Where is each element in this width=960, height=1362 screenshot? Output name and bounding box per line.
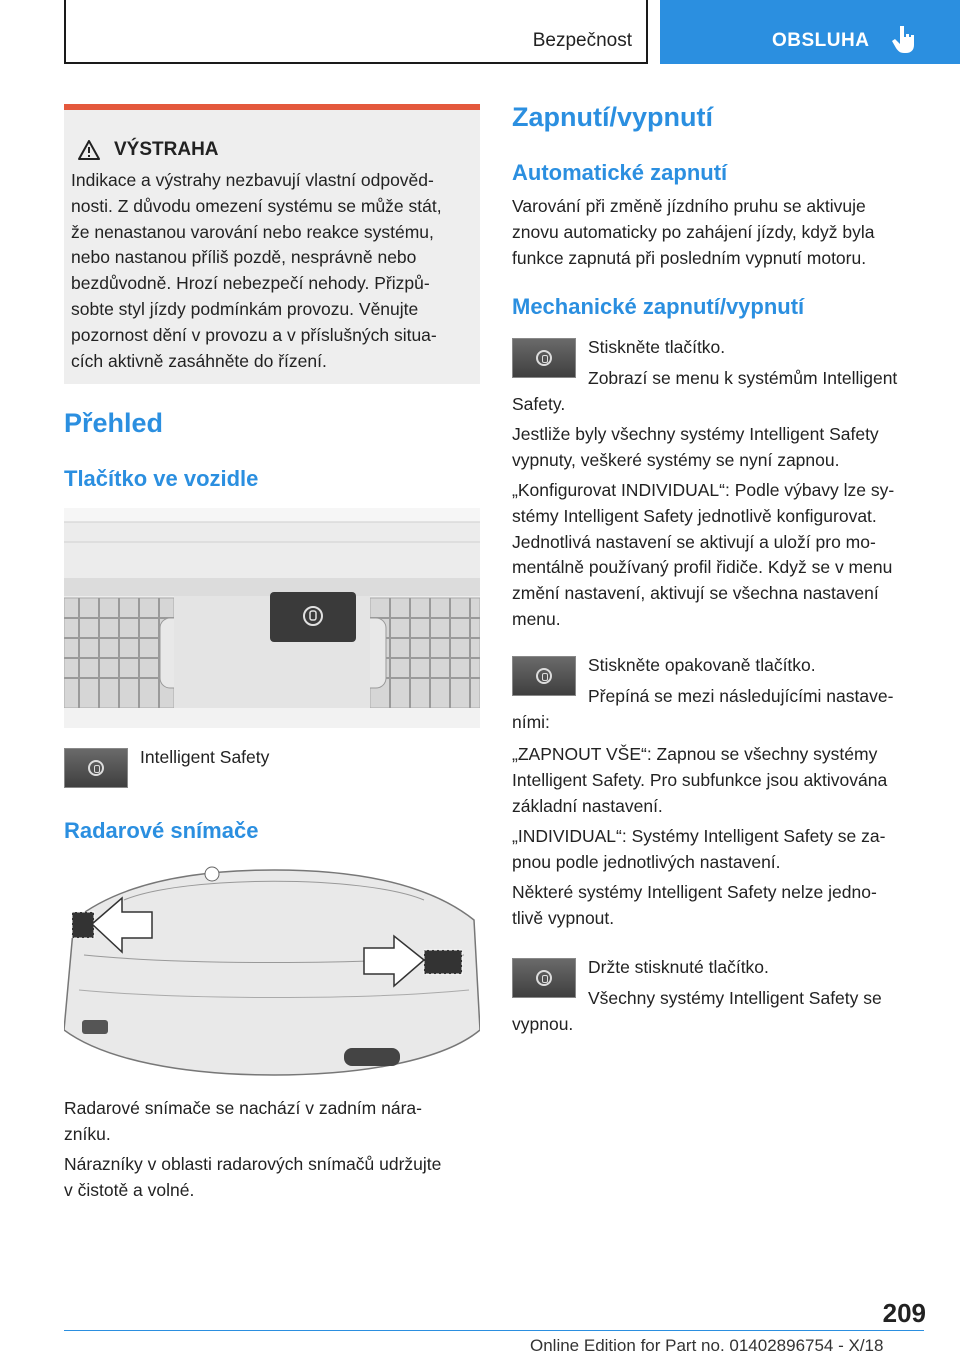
page-number: 209 — [882, 1298, 926, 1328]
text-line: mentálně používaný profil řidiče. Když se v menu — [512, 557, 893, 578]
paragraph-if-off — [512, 422, 928, 474]
text-line: znovu automaticky po zahájení jízdy, když byla — [512, 221, 875, 242]
paragraph-all-on — [512, 742, 928, 819]
text-line: „ZAPNOUT VŠE“: Zapnou se všechny systémy — [512, 744, 878, 764]
text-line: Jednotlivá nastavení se aktivují a uloží pro mo‐ — [512, 531, 876, 552]
text-line: vypnou. — [512, 1013, 574, 1034]
text-line: Radarové snímače se nachází v zadním nára‐ — [64, 1098, 422, 1118]
text-line: Některé systémy Intelligent Safety nelze jedno‐ — [512, 882, 877, 902]
button-caption: Intelligent Safety — [140, 747, 270, 767]
text-line: Nárazníky v oblasti radarových snímačů udržujte — [64, 1154, 442, 1174]
warning-line: nosti. Z důvodu omezení systému se může stát, — [71, 195, 442, 216]
text-line: ními: — [512, 711, 550, 732]
auto-on-paragraph — [512, 194, 928, 271]
text-line: zníku. — [64, 1123, 111, 1144]
intelligent-safety-button-icon — [64, 748, 128, 788]
text-line: tlivě vypnout. — [512, 907, 615, 928]
text-line: Intelligent Safety. Pro subfunkce jsou aktivována — [512, 769, 888, 790]
subheading-manual-on-off: Mechanické zapnutí/vypnutí — [512, 294, 805, 319]
step1-description — [512, 366, 928, 418]
text-line: „INDIVIDUAL“: Systémy Intelligent Safety se za‐ — [512, 826, 886, 846]
step-press-repeatedly: Stiskněte opakovaně tlačítko. — [588, 655, 816, 675]
warning-text — [71, 168, 477, 374]
header-tab[interactable] — [660, 0, 960, 64]
header-tab-label: OBSLUHA — [772, 30, 870, 51]
step2-description — [512, 684, 928, 736]
section-heading-on-off: Zapnutí/vypnutí — [512, 102, 713, 132]
text-line: základní nastavení. — [512, 795, 663, 816]
text-line: menu. — [512, 608, 561, 629]
step3-description — [512, 986, 928, 1038]
text-line: Varování při změně jízdního pruhu se aktivuje — [512, 196, 866, 216]
text-line: změní nastavení, aktivují se všechna nastavení — [512, 583, 879, 604]
warning-title: VÝSTRAHA — [114, 139, 219, 160]
paragraph-configure — [512, 478, 928, 633]
warning-triangle-icon — [78, 140, 100, 160]
text-line: Všechny systémy Intelligent Safety se — [588, 988, 882, 1008]
paragraph-individual — [512, 824, 928, 876]
text-line: pnou podle jednotlivých nastavení. — [512, 851, 781, 872]
warning-line: bezdůvodně. Hrozí nebezpečí nehody. Přizpů‐ — [71, 273, 430, 294]
rear-bumper-radar-illustration — [64, 860, 480, 1082]
text-line: vypnuty, veškeré systémy se nyní zapnou. — [512, 449, 840, 470]
pointing-hand-icon — [892, 24, 914, 54]
radar-paragraph-1 — [64, 1096, 480, 1148]
section-heading-overview: Přehled — [64, 408, 164, 438]
warning-line: cích aktivně zasáhněte do řízení. — [71, 350, 327, 371]
warning-line: sobte styl jízdy podmínkám provozu. Věnujte — [71, 298, 419, 319]
warning-line: Indikace a výstrahy nezbavují vlastní odpověd‐ — [71, 170, 434, 190]
subheading-radar-sensors: Radarové snímače — [64, 818, 259, 843]
header-section-title: Bezpečnost — [532, 30, 632, 51]
text-line: Jestliže byly všechny systémy Intelligent Safety — [512, 424, 879, 444]
warning-line: pozornost dění v provozu a v příslušných situa‐ — [71, 324, 437, 345]
subheading-auto-on: Automatické zapnutí — [512, 160, 728, 185]
radar-paragraph-2 — [64, 1152, 480, 1204]
warning-box — [64, 104, 480, 384]
header-section-box — [64, 0, 648, 64]
dashboard-button-illustration — [64, 508, 480, 728]
text-line: stémy Intelligent Safety jednotlivě konfigurovat. — [512, 505, 877, 526]
text-line: „Konfigurovat INDIVIDUAL“: Podle výbavy lze sy‐ — [512, 480, 895, 500]
footer-edition: Online Edition for Part no. 01402896754 - X/18 — [530, 1336, 884, 1355]
text-line: funkce zapnutá při posledním vypnutí motoru. — [512, 247, 867, 268]
text-line: Zobrazí se menu k systémům Intelligent — [588, 368, 898, 388]
text-line: Safety. — [512, 393, 566, 414]
subheading-button-in-vehicle: Tlačítko ve vozidle — [64, 466, 259, 491]
warning-line: nebo nastanou příliš pozdě, nesprávně nebo — [71, 247, 417, 268]
text-line: Přepíná se mezi následujícími nastave‐ — [588, 686, 894, 706]
text-line: v čistotě a volné. — [64, 1179, 195, 1200]
step-press-button: Stiskněte tlačítko. — [588, 337, 726, 357]
warning-line: že nenastanou varování nebo reakce systému, — [71, 221, 434, 242]
footer-divider — [64, 1330, 924, 1331]
paragraph-some-systems — [512, 880, 928, 932]
step-hold-button: Držte stisknuté tlačítko. — [588, 957, 769, 977]
